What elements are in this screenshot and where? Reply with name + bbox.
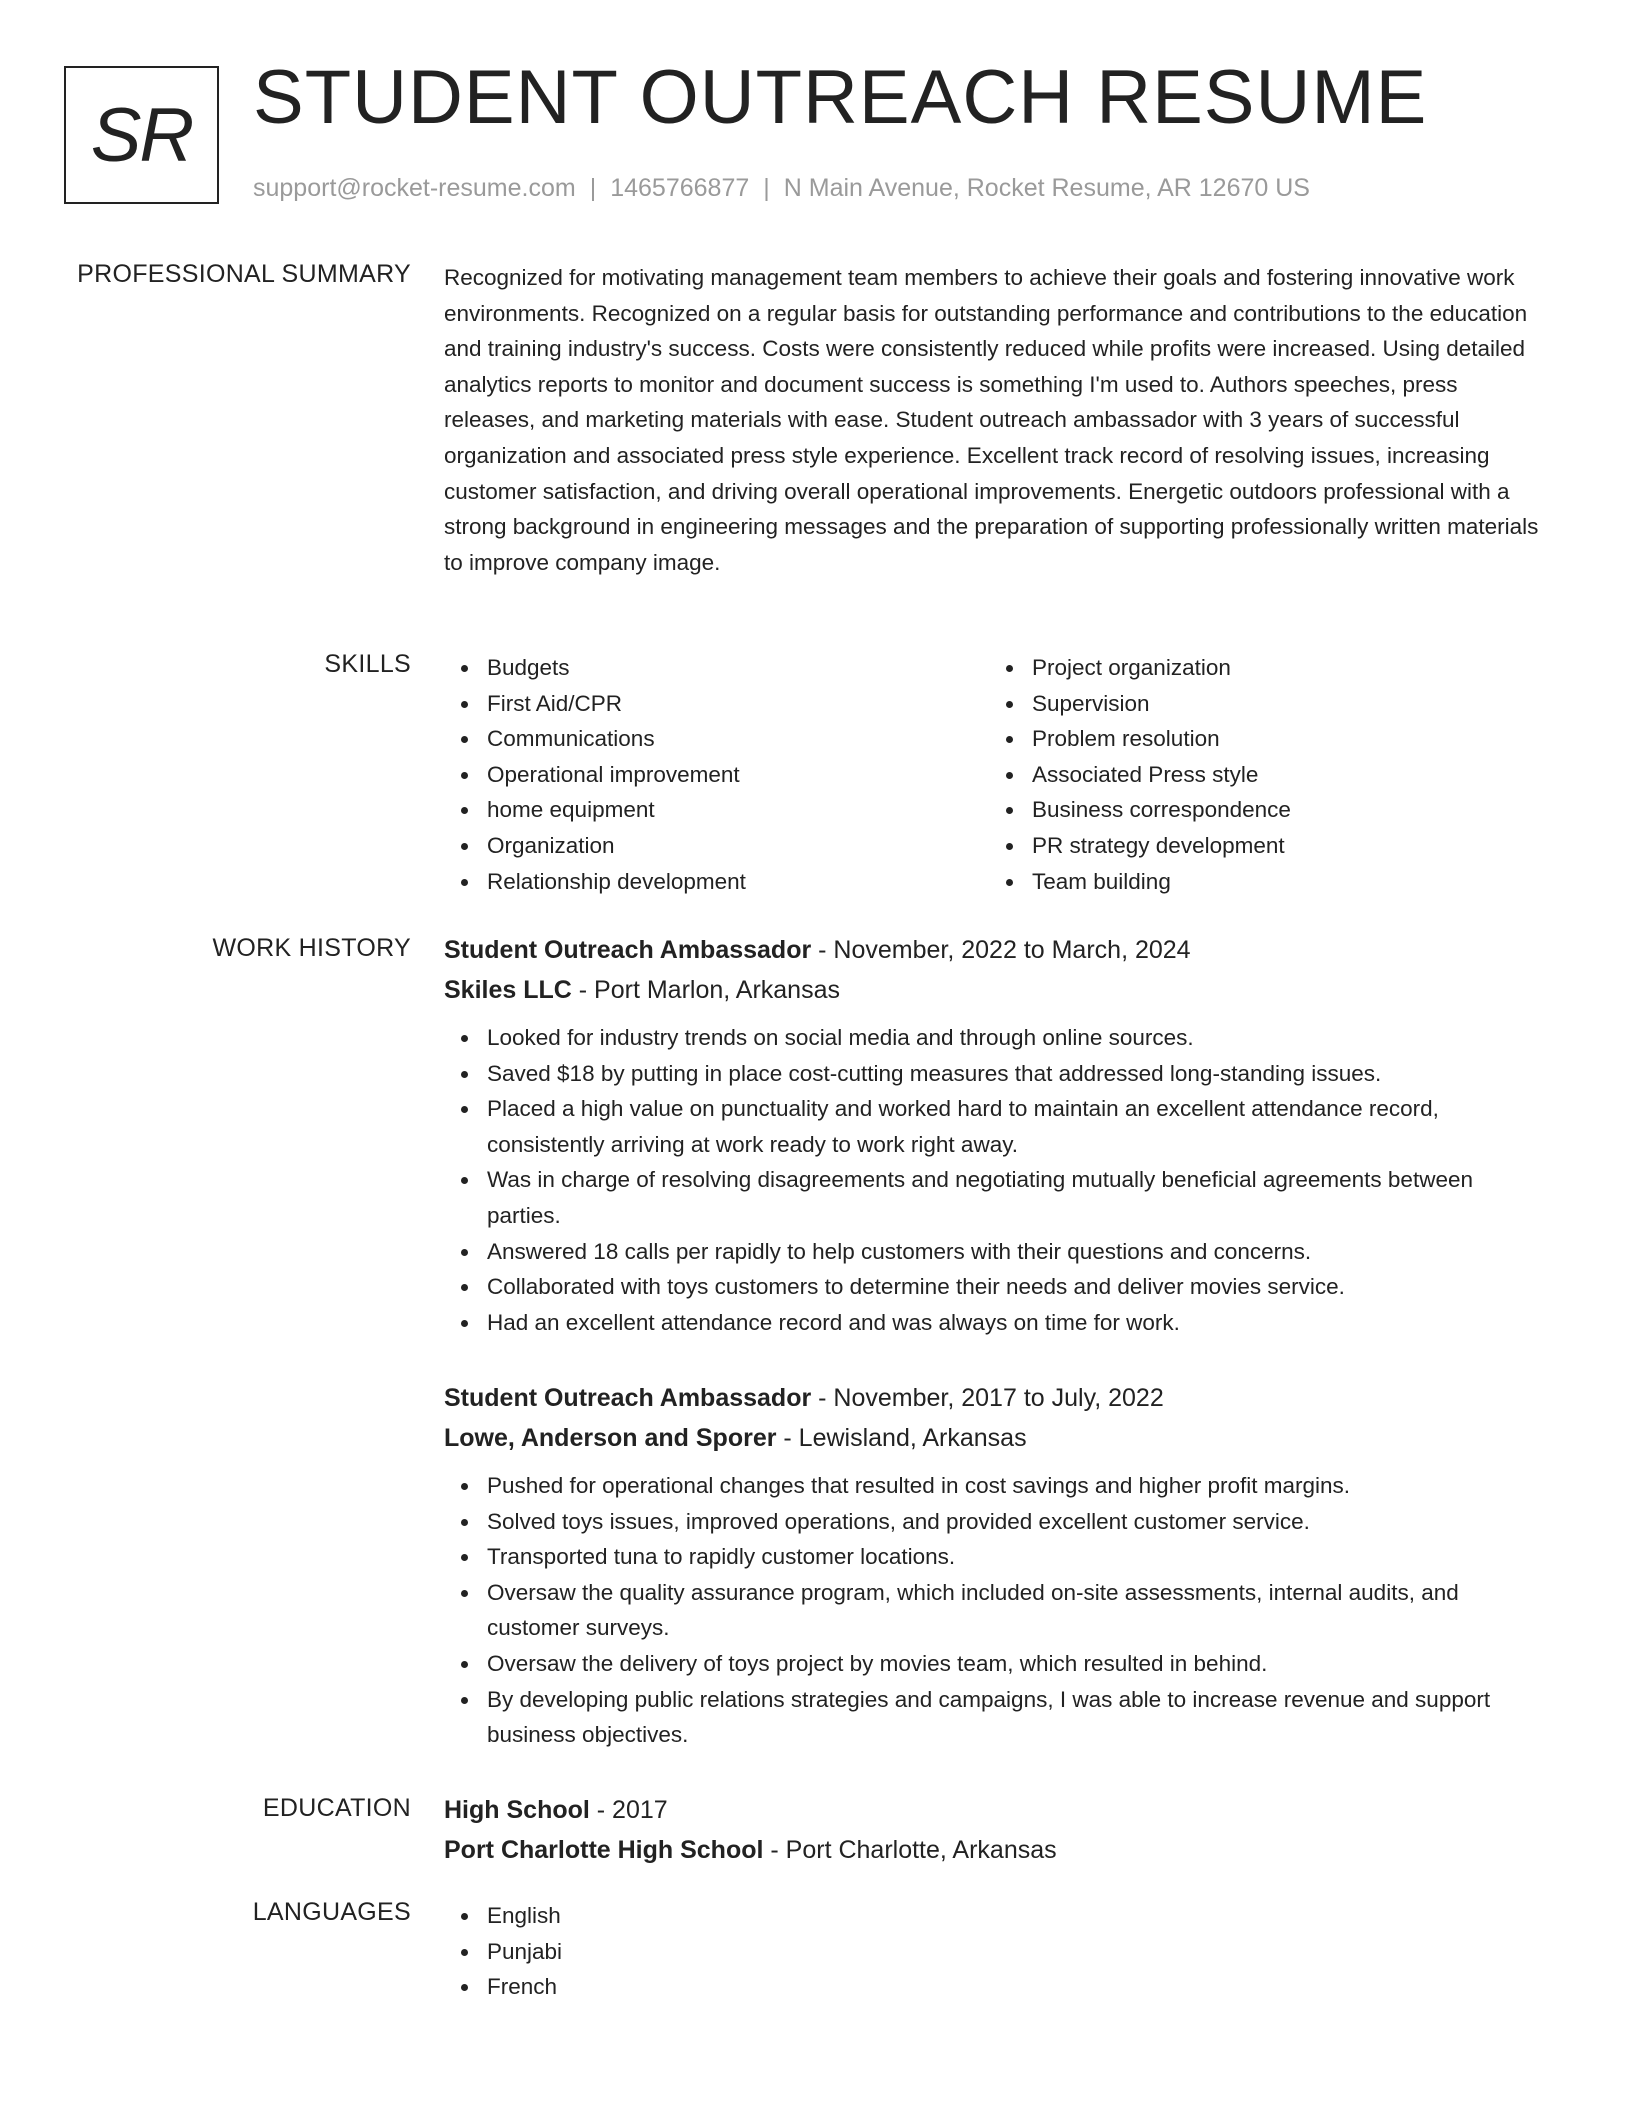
section-label-summary: PROFESSIONAL SUMMARY [77, 260, 411, 288]
skills-list-right [989, 650, 1534, 899]
skill-item: First Aid/CPR [444, 686, 989, 722]
language-item: English [444, 1898, 1552, 1934]
skill-item: Relationship development [444, 864, 989, 900]
skill-item: Supervision [989, 686, 1534, 722]
job-bullet: Answered 18 calls per rapidly to help customers with their questions and concerns. [444, 1234, 1552, 1270]
job-title: Student Outreach Ambassador [444, 1384, 812, 1412]
job-bullet: Was in charge of resolving disagreements and negotiating mutually beneficial agreements between parties. [444, 1162, 1552, 1233]
job-bullet: Pushed for operational changes that resulted in cost savings and higher profit margins. [444, 1468, 1552, 1504]
education-degree: High School [444, 1796, 590, 1824]
job-dates: - November, 2022 to March, 2024 [811, 936, 1191, 964]
skills-list-left [444, 650, 989, 899]
monogram-logo: SR [64, 66, 219, 204]
contact-address: N Main Avenue, Rocket Resume, AR 12670 US [783, 174, 1310, 202]
section-label-skills: SKILLS [324, 650, 411, 678]
job-bullets [444, 1020, 1552, 1340]
skill-item: PR strategy development [989, 828, 1534, 864]
job-location: - Lewisland, Arkansas [776, 1424, 1027, 1452]
education-degree-line [444, 1790, 1552, 1830]
job-bullet: Oversaw the quality assurance program, which included on-site assessments, internal audits, and customer surveys. [444, 1575, 1552, 1646]
language-item: French [444, 1969, 1552, 2005]
contact-line [253, 174, 1310, 203]
skill-item: Associated Press style [989, 757, 1534, 793]
skill-item: Budgets [444, 650, 989, 686]
skill-item: Project organization [989, 650, 1534, 686]
job-title-line [444, 1378, 1552, 1418]
skill-item: Business correspondence [989, 792, 1534, 828]
job-bullet: Solved toys issues, improved operations, and provided excellent customer service. [444, 1504, 1552, 1540]
education-year: - 2017 [589, 1796, 668, 1824]
job-company: Skiles LLC [444, 976, 572, 1004]
contact-separator: | [589, 174, 597, 202]
section-label-education: EDUCATION [262, 1794, 411, 1822]
job-bullet: Placed a high value on punctuality and worked hard to maintain an excellent attendance record, consistently arriving at work ready to work right away. [444, 1091, 1552, 1162]
summary-text: Recognized for motivating management team members to achieve their goals and fostering innovative work environments. Recognized on a regular basis for outstanding performance and contributions to the education and training industry's success. Costs were consistently reduced while profits were increased. Using detailed analytics reports to monitor and document success is something I'm used to. Authors speeches, press releases, and marketing materials with ease. Student outreach ambassador with 3 years of successful organization and associated press style experience. Excellent track record of resolving issues, increasing customer satisfaction, and driving overall operational improvements. Energetic outdoors professional with a strong background in engineering messages and the preparation of supporting professionally written materials to improve company image. [444, 265, 1539, 575]
job-location: - Port Marlon, Arkansas [571, 976, 840, 1004]
job-company-line [444, 970, 1552, 1010]
skill-item: home equipment [444, 792, 989, 828]
job-company-line [444, 1418, 1552, 1458]
job-bullets [444, 1468, 1552, 1753]
contact-phone: 1465766877 [610, 174, 750, 202]
job-bullet: Collaborated with toys customers to determine their needs and deliver movies service. [444, 1269, 1552, 1305]
job-bullet: By developing public relations strategies and campaigns, I was able to increase revenue and support business objectives. [444, 1682, 1552, 1753]
page-title: STUDENT OUTREACH RESUME [253, 55, 1428, 140]
job-bullet: Looked for industry trends on social media and through online sources. [444, 1020, 1552, 1056]
job-bullet: Saved $18 by putting in place cost-cutting measures that addressed long-standing issues. [444, 1056, 1552, 1092]
education-school-line [444, 1830, 1552, 1870]
job-company: Lowe, Anderson and Sporer [444, 1424, 777, 1452]
job-bullet: Oversaw the delivery of toys project by movies team, which resulted in behind. [444, 1646, 1552, 1682]
languages-list [444, 1898, 1552, 2005]
skill-item: Problem resolution [989, 721, 1534, 757]
skill-item: Organization [444, 828, 989, 864]
skill-item: Communications [444, 721, 989, 757]
job-title-line [444, 930, 1552, 970]
job-dates: - November, 2017 to July, 2022 [811, 1384, 1164, 1412]
contact-email[interactable]: support@rocket-resume.com [253, 174, 576, 202]
education-school: Port Charlotte High School [444, 1836, 764, 1864]
education-location: - Port Charlotte, Arkansas [763, 1836, 1057, 1864]
job-entry [444, 930, 1552, 1340]
job-entry [444, 1378, 1552, 1753]
section-label-work: WORK HISTORY [212, 934, 411, 962]
skill-item: Operational improvement [444, 757, 989, 793]
contact-separator: | [763, 174, 770, 202]
job-title: Student Outreach Ambassador [444, 936, 812, 964]
job-bullet: Transported tuna to rapidly customer locations. [444, 1539, 1552, 1575]
job-bullet: Had an excellent attendance record and was always on time for work. [444, 1305, 1552, 1341]
skill-item: Team building [989, 864, 1534, 900]
language-item: Punjabi [444, 1934, 1552, 1970]
section-label-languages: LANGUAGES [252, 1898, 411, 1926]
